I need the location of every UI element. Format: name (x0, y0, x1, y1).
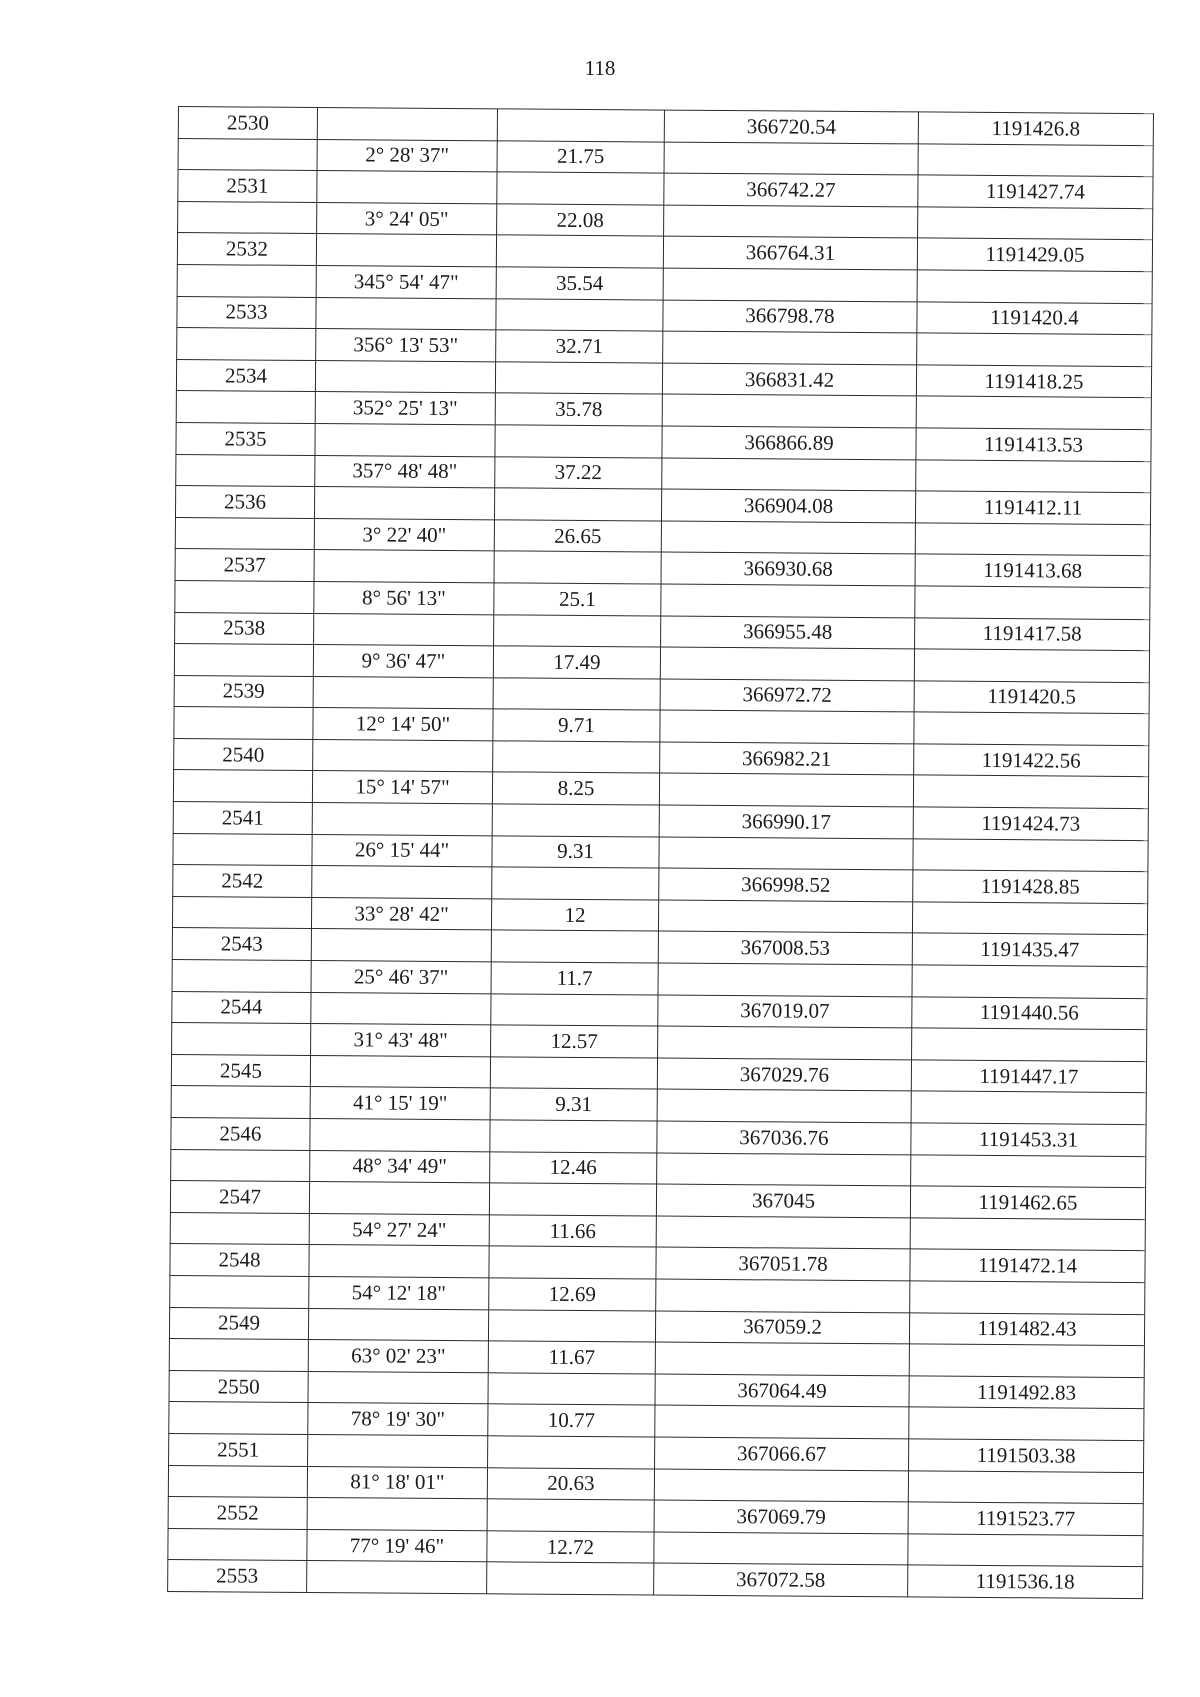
point-number-cell: 2545 (171, 1054, 310, 1087)
y-coordinate-cell: 1191447.17 (911, 1060, 1146, 1093)
distance-cell: 25.1 (494, 583, 661, 616)
x-cell-empty (658, 963, 912, 996)
y-coordinate-cell: 1191503.38 (909, 1439, 1144, 1472)
bearing-cell-empty (313, 739, 493, 772)
distance-cell-empty (492, 867, 659, 900)
y-cell-empty (908, 1534, 1143, 1567)
y-coordinate-cell: 1191435.47 (912, 933, 1147, 966)
distance-cell: 9.31 (492, 835, 659, 868)
y-coordinate-cell: 1191492.83 (909, 1376, 1144, 1409)
x-cell-empty (661, 584, 915, 617)
point-cell-empty (169, 1339, 308, 1372)
bearing-cell-empty (314, 487, 494, 520)
x-coordinate-cell: 367045 (656, 1184, 910, 1217)
point-number-cell: 2549 (169, 1307, 308, 1340)
x-coordinate-cell: 367072.58 (654, 1563, 908, 1596)
x-coordinate-cell: 367066.67 (655, 1437, 909, 1470)
x-coordinate-cell: 366798.78 (663, 300, 917, 333)
point-cell-empty (175, 580, 314, 613)
x-coordinate-cell: 366998.52 (659, 868, 913, 901)
distance-cell: 26.65 (494, 520, 661, 553)
point-number-cell: 2534 (176, 359, 315, 392)
point-number-cell: 2532 (177, 233, 316, 266)
traverse-table-wrapper (167, 106, 1153, 1599)
x-cell-empty (662, 394, 916, 427)
point-number-cell: 2550 (169, 1370, 308, 1403)
y-coordinate-cell: 1191462.65 (910, 1186, 1145, 1219)
y-coordinate-cell: 1191422.56 (914, 744, 1149, 777)
x-cell-empty (657, 1153, 911, 1186)
x-coordinate-cell: 366764.31 (663, 236, 917, 269)
y-cell-empty (917, 333, 1152, 366)
point-number-cell: 2538 (175, 612, 314, 645)
bearing-cell: 78° 19' 30" (308, 1403, 488, 1436)
point-cell-empty (175, 517, 314, 550)
x-cell-empty (658, 1026, 912, 1059)
distance-cell: 10.77 (488, 1404, 655, 1437)
distance-cell: 9.71 (493, 709, 660, 742)
distance-cell: 9.31 (490, 1088, 657, 1121)
point-number-cell: 2530 (178, 107, 317, 140)
distance-cell: 11.66 (489, 1215, 656, 1248)
point-number-cell: 2537 (175, 549, 314, 582)
x-coordinate-cell: 366990.17 (659, 805, 913, 838)
y-coordinate-cell: 1191417.58 (915, 617, 1150, 650)
distance-cell-empty (489, 1183, 656, 1216)
distance-cell: 35.54 (496, 267, 663, 300)
y-cell-empty (918, 144, 1153, 177)
y-cell-empty (913, 775, 1148, 808)
x-cell-empty (655, 1405, 909, 1438)
x-coordinate-cell: 367008.53 (658, 931, 912, 964)
distance-cell: 32.71 (496, 330, 663, 363)
x-cell-empty (664, 142, 918, 175)
distance-cell: 22.08 (497, 204, 664, 237)
bearing-cell-empty (308, 1371, 488, 1404)
distance-cell-empty (488, 1373, 655, 1406)
bearing-cell-empty (311, 992, 491, 1025)
point-number-cell: 2542 (173, 865, 312, 898)
x-coordinate-cell: 367051.78 (656, 1247, 910, 1280)
bearing-cell: 3° 22' 40" (314, 518, 494, 551)
y-coordinate-cell: 1191536.18 (908, 1565, 1143, 1598)
bearing-cell-empty (312, 866, 492, 899)
point-number-cell: 2548 (170, 1244, 309, 1277)
distance-cell: 12.57 (491, 1025, 658, 1058)
y-coordinate-cell: 1191523.77 (908, 1502, 1143, 1535)
x-cell-empty (661, 521, 915, 554)
distance-cell-empty (496, 298, 663, 331)
y-cell-empty (912, 902, 1147, 935)
bearing-cell-empty (310, 1118, 490, 1151)
bearing-cell: 77° 19' 46" (307, 1529, 487, 1562)
point-number-cell: 2544 (172, 991, 311, 1024)
x-cell-empty (660, 710, 914, 743)
point-cell-empty (177, 328, 316, 361)
y-coordinate-cell: 1191420.4 (917, 301, 1152, 334)
distance-cell: 37.22 (495, 456, 662, 489)
x-cell-empty (654, 1469, 908, 1502)
x-cell-empty (662, 458, 916, 491)
y-cell-empty (916, 459, 1151, 492)
point-number-cell: 2551 (169, 1433, 308, 1466)
bearing-cell: 352° 25' 13" (315, 392, 495, 425)
bearing-cell: 3° 24' 05" (317, 202, 497, 235)
x-coordinate-cell: 367029.76 (657, 1058, 911, 1091)
distance-cell: 17.49 (493, 646, 660, 679)
point-cell-empty (176, 454, 315, 487)
bearing-cell: 356° 13' 53" (316, 329, 496, 362)
x-cell-empty (654, 1532, 908, 1565)
point-number-cell: 2543 (172, 928, 311, 961)
bearing-cell-empty (309, 1182, 489, 1215)
y-cell-empty (910, 1218, 1145, 1251)
bearing-cell: 357° 48' 48" (315, 455, 495, 488)
y-cell-empty (909, 1407, 1144, 1440)
bearing-cell-empty (312, 803, 492, 836)
bearing-cell-empty (307, 1561, 487, 1594)
y-cell-empty (914, 712, 1149, 745)
distance-cell-empty (488, 1436, 655, 1469)
distance-cell-empty (495, 425, 662, 458)
bearing-cell: 81° 18' 01" (307, 1466, 487, 1499)
y-cell-empty (912, 1028, 1147, 1061)
distance-cell-empty (493, 678, 660, 711)
point-cell-empty (173, 833, 312, 866)
x-coordinate-cell: 366930.68 (661, 552, 915, 585)
distance-cell: 12 (491, 899, 658, 932)
bearing-cell: 2° 28' 37" (317, 139, 497, 172)
bearing-cell-empty (309, 1245, 489, 1278)
point-cell-empty (172, 896, 311, 929)
point-number-cell: 2531 (178, 170, 317, 203)
distance-cell: 11.7 (491, 962, 658, 995)
bearing-cell: 26° 15' 44" (312, 834, 492, 867)
y-cell-empty (916, 396, 1151, 429)
x-coordinate-cell: 366904.08 (661, 489, 915, 522)
x-coordinate-cell: 367036.76 (657, 1121, 911, 1154)
y-cell-empty (913, 839, 1148, 872)
distance-cell-empty (490, 1120, 657, 1153)
distance-cell-empty (496, 235, 663, 268)
bearing-cell: 41° 15' 19" (310, 1087, 490, 1120)
bearing-cell: 54° 27' 24" (309, 1213, 489, 1246)
bearing-cell: 9° 36' 47" (313, 645, 493, 678)
y-cell-empty (917, 270, 1152, 303)
y-coordinate-cell: 1191482.43 (909, 1312, 1144, 1345)
bearing-cell-empty (317, 108, 497, 141)
point-cell-empty (171, 1086, 310, 1119)
bearing-cell: 345° 54' 47" (316, 265, 496, 298)
y-cell-empty (909, 1344, 1144, 1377)
point-cell-empty (174, 707, 313, 740)
x-cell-empty (663, 268, 917, 301)
point-cell-empty (176, 391, 315, 424)
x-cell-empty (663, 331, 917, 364)
x-coordinate-cell: 366831.42 (662, 363, 916, 396)
distance-cell: 12.46 (490, 1151, 657, 1184)
y-cell-empty (911, 1091, 1146, 1124)
point-number-cell: 2547 (170, 1181, 309, 1214)
bearing-cell-empty (317, 171, 497, 204)
y-cell-empty (914, 649, 1149, 682)
point-number-cell: 2540 (174, 738, 313, 771)
x-coordinate-cell: 367019.07 (658, 995, 912, 1028)
point-number-cell: 2535 (176, 422, 315, 455)
bearing-cell: 48° 34' 49" (310, 1150, 490, 1183)
point-number-cell: 2541 (173, 802, 312, 835)
bearing-cell-empty (316, 297, 496, 330)
distance-cell-empty (497, 109, 664, 142)
page-number: 118 (584, 56, 616, 80)
x-coordinate-cell: 366742.27 (664, 173, 918, 206)
y-coordinate-cell: 1191412.11 (915, 491, 1150, 524)
x-cell-empty (657, 1089, 911, 1122)
bearing-cell-empty (307, 1498, 487, 1531)
y-coordinate-cell: 1191413.68 (915, 554, 1150, 587)
distance-cell-empty (487, 1499, 654, 1532)
x-coordinate-cell: 367064.49 (655, 1374, 909, 1407)
y-cell-empty (918, 207, 1153, 240)
y-coordinate-cell: 1191420.5 (914, 681, 1149, 714)
distance-cell: 8.25 (492, 772, 659, 805)
point-number-cell: 2533 (177, 296, 316, 329)
distance-cell-empty (497, 172, 664, 205)
x-coordinate-cell: 366866.89 (662, 426, 916, 459)
x-coordinate-cell: 366955.48 (661, 616, 915, 649)
bearing-cell-empty (315, 423, 495, 456)
y-coordinate-cell: 1191424.73 (913, 807, 1148, 840)
bearing-cell-empty (314, 550, 494, 583)
x-cell-empty (658, 900, 912, 933)
bearing-cell: 8° 56' 13" (314, 581, 494, 614)
point-cell-empty (171, 1149, 310, 1182)
distance-cell-empty (489, 1246, 656, 1279)
distance-cell: 20.63 (487, 1467, 654, 1500)
x-coordinate-cell: 367059.2 (655, 1311, 909, 1344)
bearing-cell-empty (316, 234, 496, 267)
bearing-cell-empty (315, 360, 495, 393)
bearing-cell: 25° 46' 37" (311, 961, 491, 994)
point-cell-empty (173, 770, 312, 803)
distance-cell-empty (490, 1057, 657, 1090)
point-cell-empty (170, 1275, 309, 1308)
distance-cell-empty (488, 1309, 655, 1342)
station-row (168, 1560, 1143, 1599)
y-cell-empty (915, 523, 1150, 556)
point-number-cell: 2552 (168, 1497, 307, 1530)
bearing-cell-empty (308, 1308, 488, 1341)
x-cell-empty (655, 1342, 909, 1375)
bearing-cell: 15° 14' 57" (312, 771, 492, 804)
point-number-cell: 2539 (174, 675, 313, 708)
bearing-cell: 12° 14' 50" (313, 708, 493, 741)
distance-cell-empty (493, 741, 660, 774)
distance-cell-empty (491, 930, 658, 963)
x-coordinate-cell: 366982.21 (660, 742, 914, 775)
bearing-cell-empty (314, 613, 494, 646)
point-cell-empty (178, 138, 317, 171)
y-coordinate-cell: 1191429.05 (917, 238, 1152, 271)
y-coordinate-cell: 1191413.53 (916, 428, 1151, 461)
x-coordinate-cell: 366972.72 (660, 679, 914, 712)
x-cell-empty (660, 647, 914, 680)
y-coordinate-cell: 1191440.56 (912, 997, 1147, 1030)
y-coordinate-cell: 1191427.74 (918, 175, 1153, 208)
distance-cell: 12.69 (489, 1278, 656, 1311)
distance-cell: 21.75 (497, 140, 664, 173)
distance-cell-empty (494, 488, 661, 521)
point-cell-empty (170, 1212, 309, 1245)
bearing-cell-empty (313, 676, 493, 709)
point-number-cell: 2536 (175, 486, 314, 519)
point-number-cell: 2546 (171, 1117, 310, 1150)
point-cell-empty (168, 1465, 307, 1498)
bearing-cell: 33° 28' 42" (311, 897, 491, 930)
point-number-cell: 2553 (168, 1560, 307, 1593)
distance-cell: 11.67 (488, 1341, 655, 1374)
traverse-table (167, 106, 1154, 1599)
x-cell-empty (656, 1216, 910, 1249)
x-cell-empty (659, 837, 913, 870)
y-coordinate-cell: 1191428.85 (913, 870, 1148, 903)
y-cell-empty (911, 1154, 1146, 1187)
traverse-table-body (168, 107, 1154, 1599)
point-cell-empty (177, 264, 316, 297)
distance-cell-empty (491, 993, 658, 1026)
distance-cell-empty (492, 804, 659, 837)
y-coordinate-cell: 1191418.25 (916, 365, 1151, 398)
y-cell-empty (915, 586, 1150, 619)
x-coordinate-cell: 366720.54 (664, 110, 918, 143)
distance-cell: 12.72 (487, 1531, 654, 1564)
point-cell-empty (178, 201, 317, 234)
distance-cell-empty (494, 551, 661, 584)
bearing-cell: 31° 43' 48" (311, 1024, 491, 1057)
x-cell-empty (659, 774, 913, 807)
y-cell-empty (908, 1470, 1143, 1503)
distance-cell: 35.78 (495, 393, 662, 426)
x-coordinate-cell: 367069.79 (654, 1500, 908, 1533)
point-cell-empty (172, 960, 311, 993)
x-cell-empty (656, 1279, 910, 1312)
bearing-cell: 63° 02' 23" (308, 1340, 488, 1373)
point-cell-empty (169, 1402, 308, 1435)
y-coordinate-cell: 1191426.8 (918, 112, 1153, 145)
point-cell-empty (174, 644, 313, 677)
point-cell-empty (168, 1528, 307, 1561)
point-cell-empty (172, 1023, 311, 1056)
y-coordinate-cell: 1191453.31 (911, 1123, 1146, 1156)
bearing-cell: 54° 12' 18" (309, 1276, 489, 1309)
distance-cell-empty (495, 362, 662, 395)
y-cell-empty (910, 1281, 1145, 1314)
x-cell-empty (664, 205, 918, 238)
bearing-cell-empty (310, 1055, 490, 1088)
distance-cell-empty (487, 1562, 654, 1595)
bearing-cell-empty (311, 929, 491, 962)
y-cell-empty (912, 965, 1147, 998)
y-coordinate-cell: 1191472.14 (910, 1249, 1145, 1282)
distance-cell-empty (494, 614, 661, 647)
bearing-cell-empty (308, 1434, 488, 1467)
